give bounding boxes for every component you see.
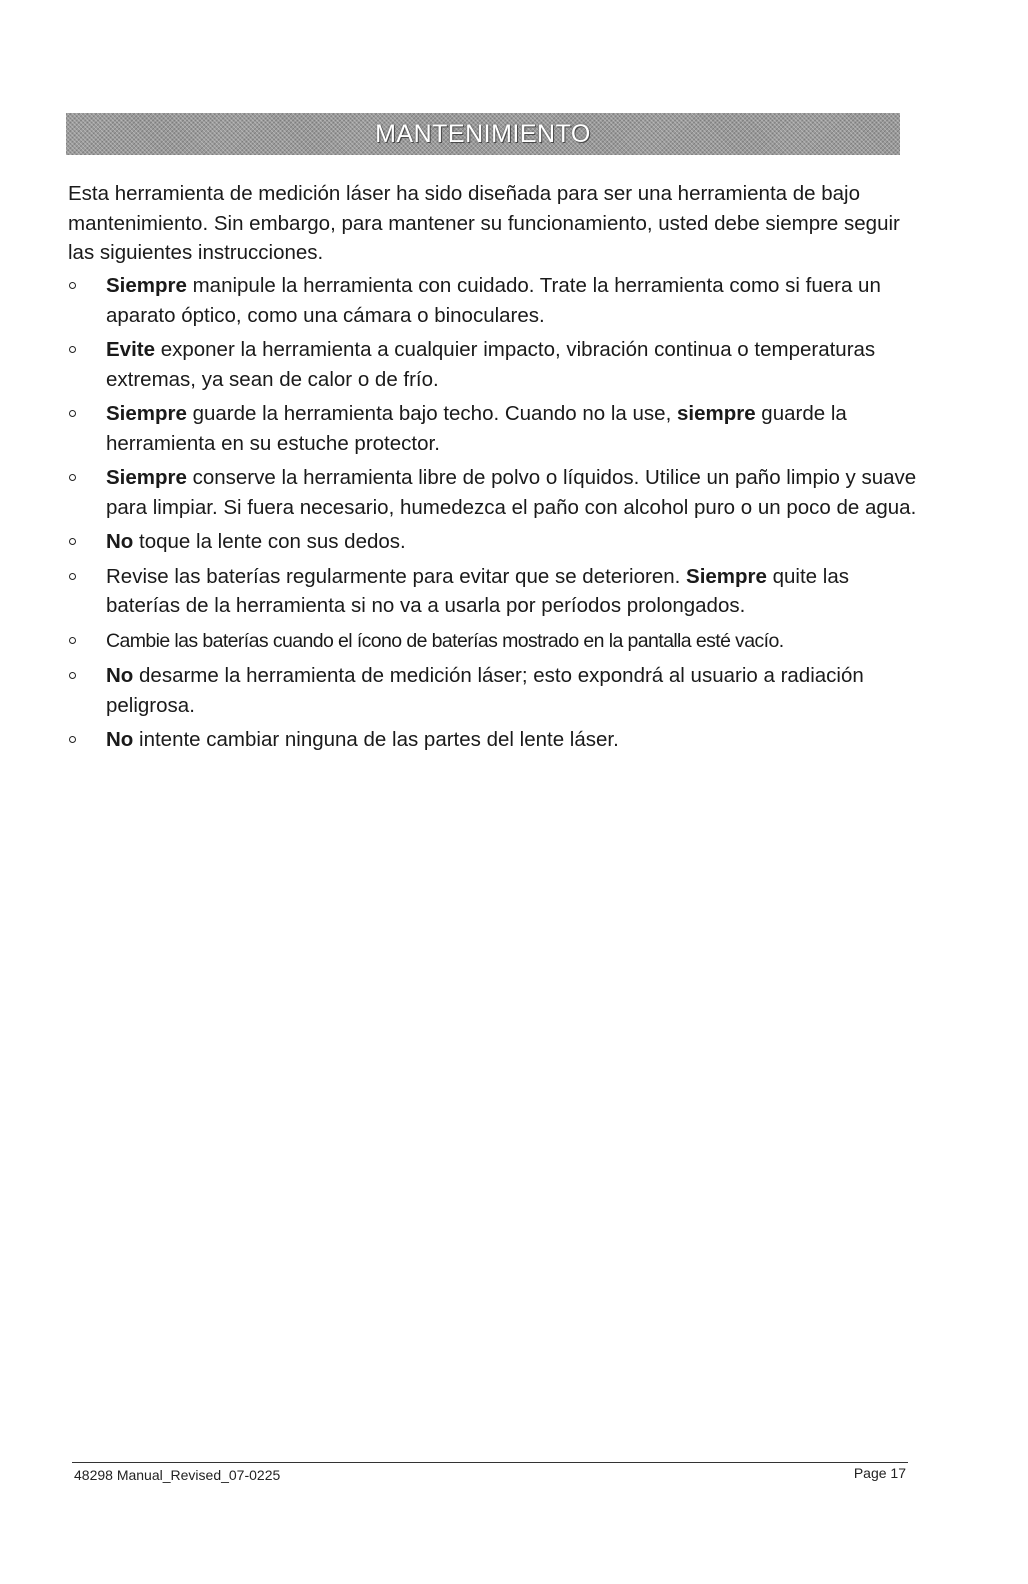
list-item [68, 661, 918, 720]
list-item [68, 399, 918, 458]
emphasis-text: No [106, 664, 134, 687]
item-text: desarme la herramienta de medición láser; esto expondrá al usuario a radiación peligrosa. [106, 664, 864, 717]
emphasis-text: Evite [106, 338, 155, 361]
document-id: 48298 Manual_Revised_07-0225 [74, 1467, 281, 1483]
list-item [68, 271, 918, 330]
item-text: Cambie las baterías cuando el ícono de baterías mostrado en la pantalla esté vacío. [106, 629, 784, 652]
bullet-icon [69, 736, 76, 743]
item-text: exponer la herramienta a cualquier impacto, vibración continua o temperaturas extremas, ya sean de calor o de frío. [106, 338, 876, 391]
bullet-icon [69, 538, 76, 545]
bullet-icon [69, 410, 76, 417]
list-item [68, 527, 918, 557]
maintenance-list [68, 271, 918, 760]
item-text: Revise las baterías regularmente para evitar que se deterioren. [106, 564, 687, 588]
bullet-icon [69, 573, 76, 580]
emphasis-text: Siempre [106, 274, 187, 297]
footer-divider [72, 1462, 908, 1463]
bullet-icon [69, 346, 76, 353]
list-item [68, 463, 918, 522]
emphasis-text: Siempre [106, 466, 187, 489]
item-text: conserve la herramienta libre de polvo o líquidos. Utilice un paño limpio y suave para limpiar. Si fuera necesario, humedezca el paño con alcohol puro o un poco de agua. [106, 466, 917, 519]
list-item [68, 562, 918, 621]
item-text: toque la lente con sus dedos. [133, 530, 406, 553]
emphasis-text: No [106, 728, 134, 751]
section-title: MANTENIMIENTO [375, 119, 591, 148]
item-text: guarde la herramienta en su estuche protector. [106, 402, 847, 455]
bullet-icon [69, 672, 76, 679]
intro-paragraph: Esta herramienta de medición láser ha sido diseñada para ser una herramienta de bajo mantenimiento. Sin embargo, para mantener su funcionamiento, usted debe siempre seguir las siguientes instrucciones. [68, 182, 900, 264]
emphasis-text: No [106, 530, 134, 553]
item-text: intente cambiar ninguna de las partes del lente láser. [133, 728, 619, 751]
emphasis-text: Siempre [106, 402, 187, 425]
list-item [68, 725, 918, 755]
list-item [68, 626, 918, 657]
item-text: guarde la herramienta bajo techo. Cuando no la use, [186, 402, 677, 425]
bullet-icon [69, 637, 76, 644]
item-text: manipule la herramienta con cuidado. Trate la herramienta como si fuera un aparato óptico, como una cámara o binoculares. [106, 274, 881, 327]
page-number: Page 17 [853, 1465, 906, 1481]
bullet-icon [69, 282, 76, 289]
emphasis-text: siempre [676, 402, 756, 425]
list-item [68, 335, 918, 394]
emphasis-text: Siempre [686, 564, 767, 588]
section-header-bar [66, 113, 900, 155]
item-text: quite las baterías de la herramienta si no va a usarla por períodos prolongados. [106, 564, 849, 617]
bullet-icon [69, 474, 76, 481]
